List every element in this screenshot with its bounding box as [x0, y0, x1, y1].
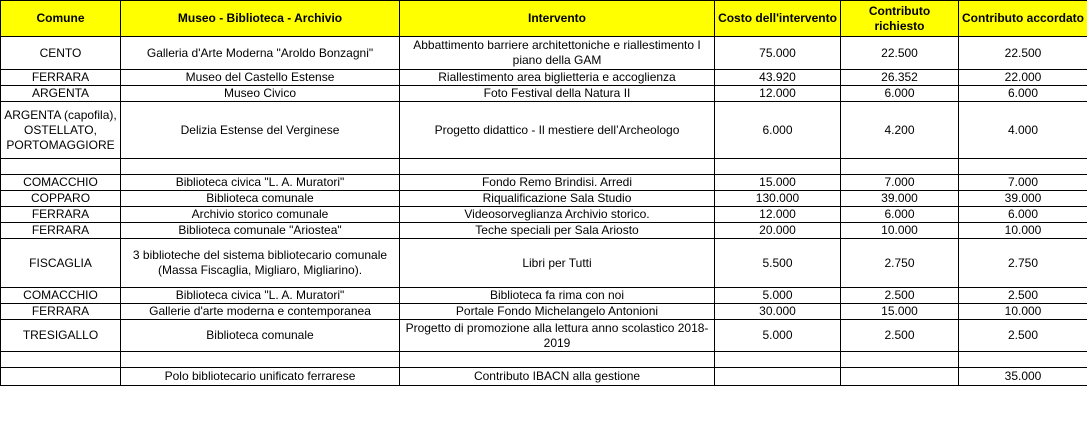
cell-museo: Museo del Castello Estense [121, 70, 400, 86]
table-row [1, 159, 1087, 175]
cell-richiesto: 22.500 [841, 37, 959, 70]
cell-richiesto: 15.000 [841, 304, 959, 320]
cell-comune: FERRARA [1, 207, 121, 223]
header-accordato: Contributo accordato [959, 1, 1087, 37]
table-row [1, 175, 1087, 191]
cell-comune: ARGENTA [1, 86, 121, 102]
cell-museo: Biblioteca civica "L. A. Muratori" [121, 288, 400, 304]
cell-richiesto [841, 352, 959, 368]
cell-costo [715, 159, 841, 175]
cell-accordato: 2.750 [959, 239, 1087, 288]
cell-comune: FISCAGLIA [1, 239, 121, 288]
cell-accordato: 39.000 [959, 191, 1087, 207]
table-row [1, 368, 1087, 386]
cell-accordato: 7.000 [959, 175, 1087, 191]
cell-richiesto: 7.000 [841, 175, 959, 191]
header-costo: Costo dell'intervento [715, 1, 841, 37]
table-row [1, 320, 1087, 352]
cell-richiesto [841, 368, 959, 386]
cell-richiesto: 4.200 [841, 102, 959, 159]
table-row [1, 86, 1087, 102]
cell-museo: Biblioteca comunale [121, 191, 400, 207]
table-row [1, 223, 1087, 239]
cell-museo: Galleria d'Arte Moderna "Aroldo Bonzagni" [121, 37, 400, 70]
header-comune: Comune [1, 1, 121, 37]
cell-accordato: 2.500 [959, 320, 1087, 352]
table-row [1, 102, 1087, 159]
cell-comune: COPPARO [1, 191, 121, 207]
cell-museo: 3 biblioteche del sistema bibliotecario comunale (Massa Fiscaglia, Migliaro, Migliarino). [121, 239, 400, 288]
cell-accordato: 2.500 [959, 288, 1087, 304]
cell-intervento [400, 159, 715, 175]
cell-costo: 12.000 [715, 207, 841, 223]
cell-costo: 43.920 [715, 70, 841, 86]
cell-intervento: Portale Fondo Michelangelo Antonioni [400, 304, 715, 320]
cell-accordato: 22.000 [959, 70, 1087, 86]
cell-accordato: 10.000 [959, 223, 1087, 239]
table-row [1, 239, 1087, 288]
cell-comune: FERRARA [1, 304, 121, 320]
cell-costo: 5.000 [715, 320, 841, 352]
cell-richiesto: 6.000 [841, 86, 959, 102]
cell-museo: Gallerie d'arte moderna e contemporanea [121, 304, 400, 320]
cell-accordato: 35.000 [959, 368, 1087, 386]
cell-accordato: 10.000 [959, 304, 1087, 320]
header-museo: Museo - Biblioteca - Archivio [121, 1, 400, 37]
cell-comune: TRESIGALLO [1, 320, 121, 352]
cell-costo: 5.500 [715, 239, 841, 288]
cell-costo: 12.000 [715, 86, 841, 102]
cell-intervento: Teche speciali per Sala Ariosto [400, 223, 715, 239]
cell-museo: Archivio storico comunale [121, 207, 400, 223]
cell-intervento: Libri per Tutti [400, 239, 715, 288]
cell-costo: 20.000 [715, 223, 841, 239]
header-intervento: Intervento [400, 1, 715, 37]
cell-intervento: Riallestimento area biglietteria e accoglienza [400, 70, 715, 86]
cell-intervento: Videosorveglianza Archivio storico. [400, 207, 715, 223]
cell-comune [1, 368, 121, 386]
cell-comune: FERRARA [1, 223, 121, 239]
table-row [1, 191, 1087, 207]
cell-richiesto: 10.000 [841, 223, 959, 239]
cell-richiesto [841, 159, 959, 175]
cell-costo: 5.000 [715, 288, 841, 304]
table-row [1, 304, 1087, 320]
cell-museo: Biblioteca comunale [121, 320, 400, 352]
cell-museo [121, 159, 400, 175]
table-row [1, 352, 1087, 368]
cell-comune: COMACCHIO [1, 175, 121, 191]
cell-richiesto: 2.500 [841, 320, 959, 352]
cell-comune: ARGENTA (capofila), OSTELLATO, PORTOMAGGIORE [1, 102, 121, 159]
cell-accordato [959, 159, 1087, 175]
cell-museo: Delizia Estense del Verginese [121, 102, 400, 159]
table-body [1, 37, 1087, 386]
cell-intervento: Riqualificazione Sala Studio [400, 191, 715, 207]
header-richiesto: Contributo richiesto [841, 1, 959, 37]
table-row [1, 37, 1087, 70]
cell-comune [1, 352, 121, 368]
cell-accordato [959, 352, 1087, 368]
cell-intervento: Biblioteca fa rima con noi [400, 288, 715, 304]
cell-comune: FERRARA [1, 70, 121, 86]
cell-museo: Museo Civico [121, 86, 400, 102]
header-row [1, 1, 1087, 37]
cell-accordato: 22.500 [959, 37, 1087, 70]
table-row [1, 288, 1087, 304]
cell-costo: 130.000 [715, 191, 841, 207]
cell-museo: Biblioteca civica "L. A. Muratori" [121, 175, 400, 191]
cell-costo: 75.000 [715, 37, 841, 70]
cell-museo: Biblioteca comunale "Ariostea" [121, 223, 400, 239]
cell-richiesto: 6.000 [841, 207, 959, 223]
table-row [1, 207, 1087, 223]
cell-intervento: Foto Festival della Natura II [400, 86, 715, 102]
cell-accordato: 6.000 [959, 86, 1087, 102]
cell-costo: 6.000 [715, 102, 841, 159]
cell-intervento: Progetto didattico - Il mestiere dell’Archeologo [400, 102, 715, 159]
table-row [1, 70, 1087, 86]
cell-richiesto: 2.500 [841, 288, 959, 304]
cell-richiesto: 26.352 [841, 70, 959, 86]
cell-accordato: 6.000 [959, 207, 1087, 223]
cell-intervento: Abbattimento barriere architettoniche e riallestimento I piano della GAM [400, 37, 715, 70]
cell-intervento: Fondo Remo Brindisi. Arredi [400, 175, 715, 191]
cell-richiesto: 39.000 [841, 191, 959, 207]
cell-museo [121, 352, 400, 368]
cell-accordato: 4.000 [959, 102, 1087, 159]
cell-comune: CENTO [1, 37, 121, 70]
cell-comune: COMACCHIO [1, 288, 121, 304]
cell-intervento: Progetto di promozione alla lettura anno scolastico 2018-2019 [400, 320, 715, 352]
cell-richiesto: 2.750 [841, 239, 959, 288]
cell-costo [715, 352, 841, 368]
cell-museo: Polo bibliotecario unificato ferrarese [121, 368, 400, 386]
cell-costo: 30.000 [715, 304, 841, 320]
cell-intervento [400, 352, 715, 368]
cell-costo: 15.000 [715, 175, 841, 191]
cell-comune [1, 159, 121, 175]
cell-costo [715, 368, 841, 386]
cell-intervento: Contributo IBACN alla gestione [400, 368, 715, 386]
